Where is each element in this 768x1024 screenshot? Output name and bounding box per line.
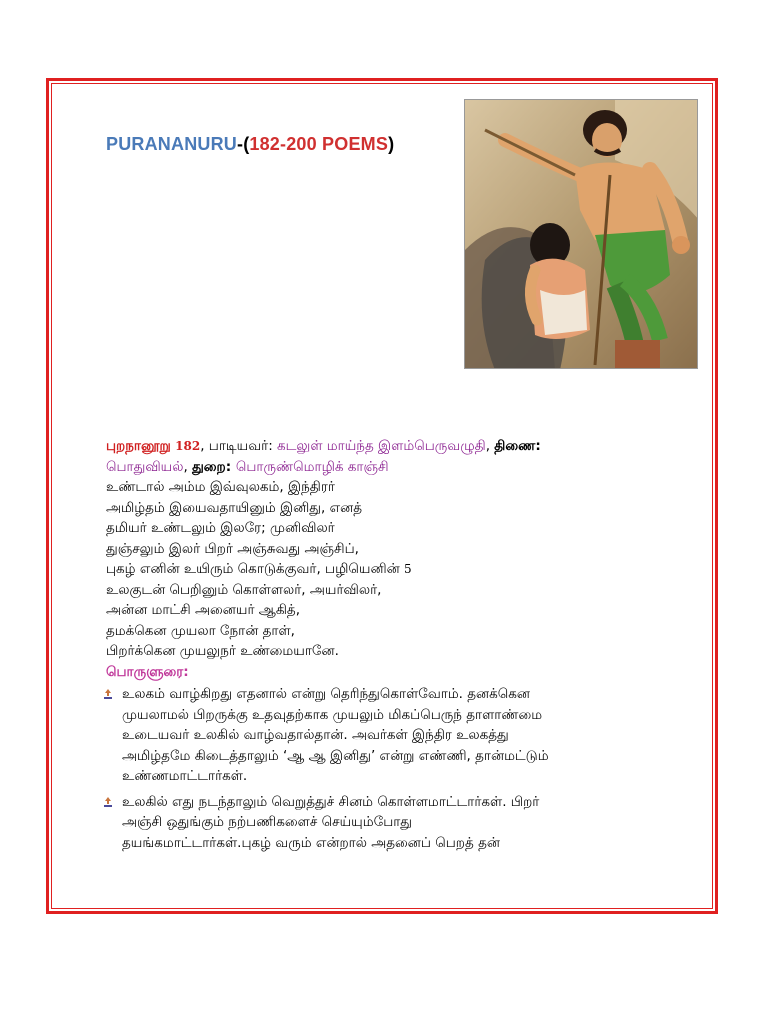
title-paren-close: ) (388, 134, 395, 154)
poem-line: தமியர் உண்டலும் இலரே; முனிவிலர் (106, 520, 335, 536)
commentary-line: உலகம் வாழ்கிறது எதனால் என்று தெரிந்துகொள்வோம். தனக்கென (122, 686, 531, 702)
commentary-heading: பொருளுரை: (106, 663, 189, 680)
poem-header-line-1 (106, 436, 666, 457)
poem-line: தமக்கென முயலா நோன் தாள், (106, 622, 295, 639)
commentary-line: அஞ்சி ஒதுங்கும் நற்பணிகளைச் செய்யும்போது (122, 814, 413, 830)
header-colon-3: : (225, 458, 236, 475)
line-number: 5 (403, 562, 412, 576)
author-name: கடலுள் மாய்ந்த இளம்பெருவழுதி (277, 438, 486, 454)
poem-line-5-wrapper (106, 559, 666, 580)
poem-line: உண்டால் அம்ம இவ்வுலகம், இந்திரர் (106, 479, 335, 495)
list-item (106, 792, 666, 854)
title-paren-open: -( (237, 134, 250, 154)
poem-line: துஞ்சலும் இலர் பிறர் அஞ்சுவது அஞ்சிப், (106, 540, 359, 557)
poem-line: அமிழ்தம் இயைவதாயினும் இனிது, எனத் (106, 499, 363, 516)
commentary-line: உலகில் எது நடந்தாலும் வெறுத்துச் சினம் கொள்ளமாட்டார்கள். பிறர் (122, 793, 540, 810)
list-item (106, 684, 666, 787)
header-sep-3: , (183, 458, 193, 475)
commentary-line: அமிழ்தமே கிடைத்தாலும் ‘ஆ ஆ இனிது’ என்று எண்ணி, தான்மட்டும் (122, 747, 549, 764)
commentary-line: உண்ணமாட்டார்கள். (122, 768, 248, 784)
poem-line: பிறர்க்கென முயலுநர் உண்மையானே. (106, 643, 339, 659)
commentary-line: உடையவர் உலகில் வாழ்வதால்தான். அவர்கள் இந்திர உலகத்து (122, 727, 509, 743)
header-colon-2: : (535, 438, 541, 454)
title-main: PURANANURU (106, 134, 237, 154)
arrow-bullet-icon (102, 688, 114, 700)
poem-header-line-2 (106, 457, 666, 478)
thinai-value: பொதுவியல் (106, 458, 184, 475)
commentary-line: முயலாமல் பிறருக்கு உதவுதற்காக முயலும் மிகப்பெருந் தாளாண்மை (122, 706, 543, 723)
page-title (106, 134, 394, 155)
thinai-label: திணை (494, 438, 536, 454)
commentary-line: தயங்கமாட்டார்கள்.புகழ் வரும் என்றால் அதனைப் பெறத் தன் (122, 834, 500, 851)
commentary-text (122, 792, 666, 854)
header-sep-2: , (485, 438, 495, 454)
header-colon-1: : (268, 438, 278, 454)
author-label: பாடியவர் (208, 438, 269, 454)
poem-label: புறநானூறு (106, 438, 171, 454)
arrow-bullet-icon (102, 796, 114, 808)
thurai-value: பொருண்மொழிக் காஞ்சி (235, 458, 389, 475)
commentary-list (106, 684, 666, 853)
poem-number: 182 (175, 439, 201, 453)
poem-line: அன்ன மாட்சி அனையர் ஆகித், (106, 602, 301, 618)
poem-section (106, 436, 666, 858)
poem-line: புகழ் எனின் உயிரும் கொடுக்குவர், பழியெனின் (106, 561, 404, 577)
thurai-label: துறை (192, 458, 226, 475)
title-range: 182-200 POEMS (249, 134, 389, 154)
warrior-illustration (464, 99, 698, 369)
commentary-text (122, 684, 666, 787)
header-sep-1: , (200, 438, 209, 454)
poem-line: உலகுடன் பெறினும் கொள்ளலர், அயர்விலர், (106, 581, 382, 598)
